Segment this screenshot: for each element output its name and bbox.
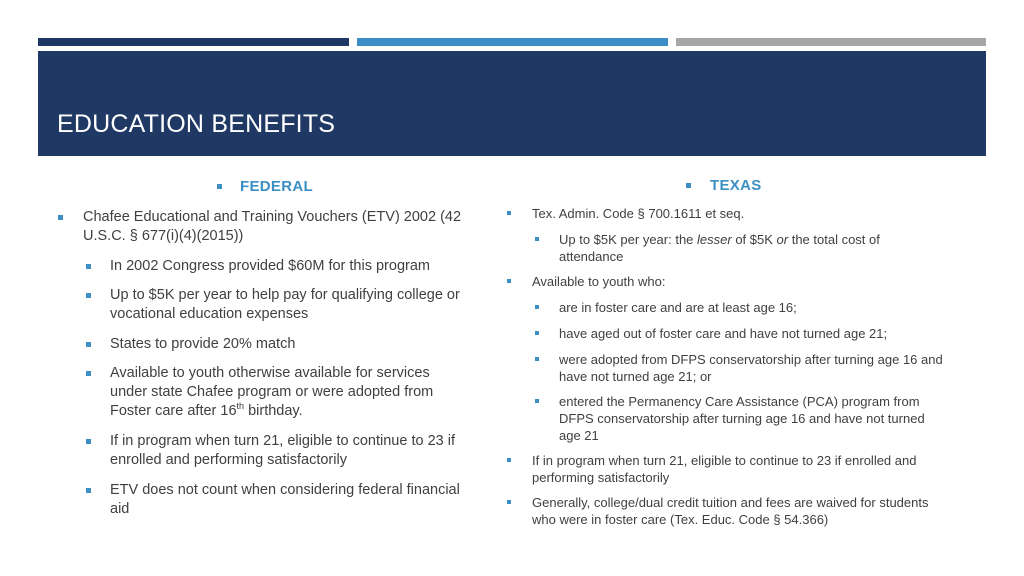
list-item	[110, 335, 480, 354]
amount-text-end: the total cost of attendance	[559, 232, 880, 264]
youth-text: Available to youth otherwise available for services under state Chafee program or were adopted from Foster care after 16	[110, 365, 434, 419]
list-item-text: Generally, college/dual credit tuition and fees are waived for students who were in foster care (Tex. Educ. Code § 54.366)	[532, 495, 929, 527]
list-item	[110, 286, 480, 324]
list-item-text: Available to youth who:	[532, 274, 666, 289]
amount-text-mid: of $5K	[731, 232, 777, 247]
list-item-text: Chafee Educational and Training Vouchers (ETV) 2002 (42 U.S.C. § 677(i)(4)(2015))	[83, 209, 462, 244]
list-item	[532, 494, 932, 528]
bullet-icon	[535, 237, 539, 241]
list-item	[110, 432, 480, 470]
list-item-text: In 2002 Congress provided $60M for this program	[110, 258, 430, 274]
list-item	[559, 231, 929, 265]
bullet-icon	[507, 211, 511, 215]
list-item	[559, 393, 949, 444]
list-item	[559, 299, 949, 316]
list-item-text: ETV does not count when considering federal financial aid	[110, 482, 460, 517]
list-item-text: were adopted from DFPS conservatorship after turning age 16 and have not turned age 21; or	[559, 352, 943, 384]
accent-stripe-blue	[357, 38, 668, 46]
list-item-text	[110, 364, 458, 421]
bullet-icon	[535, 331, 539, 335]
slide-title: EDUCATION BENEFITS	[57, 110, 336, 138]
accent-stripe-navy	[38, 38, 349, 46]
list-item	[532, 452, 952, 486]
bullet-icon	[686, 183, 691, 188]
ordinal-suffix: th	[236, 401, 245, 412]
list-item	[532, 205, 952, 222]
list-item	[110, 257, 480, 276]
youth-text-end: birthday.	[244, 403, 303, 419]
bullet-icon	[507, 279, 511, 283]
list-item-text: Tex. Admin. Code § 700.1611 et seq.	[532, 206, 745, 221]
bullet-icon	[507, 500, 511, 504]
amount-emphasis-or: or	[776, 232, 789, 247]
accent-stripe-gray	[676, 38, 986, 46]
bullet-icon	[86, 264, 91, 269]
federal-heading	[240, 178, 313, 195]
bullet-icon	[535, 357, 539, 361]
bullet-icon	[507, 458, 511, 462]
bullet-icon	[86, 439, 91, 444]
list-item-text	[559, 231, 929, 265]
list-item	[559, 351, 949, 385]
bullet-icon	[86, 488, 91, 493]
bullet-icon	[217, 184, 222, 189]
federal-heading-label: FEDERAL	[240, 178, 313, 195]
bullet-icon	[58, 215, 63, 220]
bullet-icon	[86, 371, 91, 376]
texas-heading	[710, 177, 762, 194]
list-item-text: States to provide 20% match	[110, 336, 296, 352]
bullet-icon	[535, 399, 539, 403]
list-item-text: are in foster care and are at least age 16;	[559, 300, 797, 315]
list-item	[110, 364, 458, 421]
bullet-icon	[86, 293, 91, 298]
list-item	[83, 208, 468, 246]
title-banner	[38, 51, 986, 156]
bullet-icon	[535, 305, 539, 309]
bullet-icon	[86, 342, 91, 347]
list-item-text: entered the Permanency Care Assistance (PCA) program from DFPS conservatorship after turning age 16 and have not turned age 21	[559, 394, 925, 443]
list-item	[559, 325, 949, 342]
list-item-text: If in program when turn 21, eligible to continue to 23 if enrolled and performing satisfactorily	[110, 433, 455, 468]
texas-heading-label: TEXAS	[710, 177, 762, 194]
amount-emphasis-lesser: lesser	[697, 232, 732, 247]
list-item-text: If in program when turn 21, eligible to continue to 23 if enrolled and performing satisfactorily	[532, 453, 917, 485]
list-item-text: have aged out of foster care and have not turned age 21;	[559, 326, 888, 341]
list-item	[532, 273, 952, 290]
amount-text: Up to $5K per year: the	[559, 232, 698, 247]
list-item-text: Up to $5K per year to help pay for qualifying college or vocational education expenses	[110, 287, 460, 322]
list-item	[110, 481, 480, 519]
